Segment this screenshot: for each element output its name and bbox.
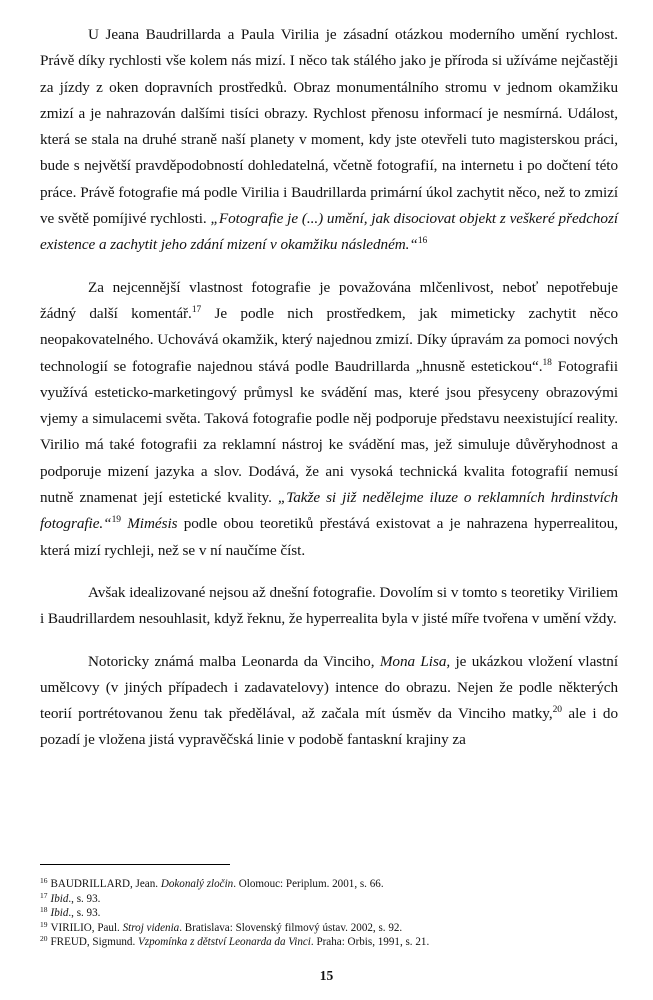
footnote: $^{20}$ FREUD, Sigmund. Vzpomínka z dětství Leonarda da Vinci. Praha: Orbis, 1991, s. 21. bbox=[40, 934, 430, 949]
paragraph-3: Avšak idealizované nejsou až dnešní fotografie. Dovolím si v tomto s teoretiky Viriliem i Baudrillardem nesouhlasit, když řeknu, že hyperrealita byla v jisté míře tvořena v umění vždy. bbox=[40, 583, 618, 628]
footnote: $^{17}$ Ibid., s. 93. bbox=[40, 890, 101, 905]
italic-title: Mona Lisa, bbox=[379, 652, 451, 670]
footnote: $^{16}$ BAUDRILLARD, Jean. Dokonalý zločin. Olomouc: Periplum. 2001, s. 66. bbox=[40, 876, 384, 890]
italic-term: Mimésis bbox=[127, 515, 178, 533]
footnote: $^{18}$ Ibid., s. 93. bbox=[40, 905, 101, 920]
footnote-ref: 19 bbox=[111, 515, 121, 526]
footnote-ref: 18 bbox=[542, 357, 552, 368]
quote: „Takže si již nedělejme iluze o reklamních hrdinstvích fotografie.“ bbox=[40, 489, 618, 533]
footnote-separator bbox=[40, 864, 230, 865]
quote: „Fotografie je (...) umění, jak disociovat objekt z veškeré předchozí existence a zachytit jeho zdání mizení v okamžiku následném.“ bbox=[40, 210, 619, 254]
footnote: $^{19}$ VIRILIO, Paul. Stroj videnia. Bratislava: Slovenský filmový ústav. 2002, s. 92. bbox=[40, 919, 403, 934]
page-number: 15 bbox=[319, 968, 334, 983]
paragraph-2: Za nejcennější vlastnost fotografie je považována mlčenlivost, neboť nepotřebuje žádný další komentář.$^{17}$ Je podle nich prostředkem, jak mimeticky zachytit něco neopakovatelného. Uchovává okamžik, který najednou zmizí. Díky úpravám za pomoci nových technologií se fotografie najednou stává podle Baudrillarda „hnusně estetickou“.$^{18}$ Fotografii využívá esteticko-marketingový průmysl ke svádění mas, které jsou přesyceny obrazovými vjemy a simulacemi světa. Taková fotografie podle něj podporuje představu neexistující reality. Virilio má také fotografii za reklamní nástroj ke svádění mas, jež simuluje důvěryhodnost a podporuje mizení jazyka a slov. Dodává, že ani vysoká technická kvalita fotografií nemusí nutně znamenat její estetické kvality. „Takže si již nedělejme iluze o reklamních hrdinstvích fotografie.“$^{19}$ Mimésis podle obou teoretiků přestává existovat a je nahrazena hyperrealitou, která mizí rychleji, než se v ní naučíme číst. bbox=[40, 278, 618, 559]
footnote-ref: 16 bbox=[417, 236, 428, 247]
paragraph-1: U Jeana Baudrillarda a Paula Virilia je zásadní otázkou moderního umění rychlost. Právě díky rychlosti vše kolem nás mizí. I něco tak stálého jako je příroda si užíváme nejčastěji za jízdy z oken dopravních prostředků. Obraz monumentálního stromu v jednom okamžiku zmizí a je nahrazován dalšími tisíci obrazy. Rychlost přenosu informací je nesmírná. Událost, která se stala na druhé straně naší planety v moment, kdy jste otevřeli tuto magisterskou práci, bude s největší pravděpodobností dohledatelná, včetně fotografií, na internetu i po dočtení této práce. Právě fotografie má podle Virilia i Baudrillarda primární úkol zachytit něco, než to zmizí ve světě pomíjivé rychlosti. „Fotografie je (...) umění, jak disociovat objekt z veškeré předchozí existence a zachytit jeho zdání mizení v okamžiku následném.“$^{16}$ bbox=[40, 26, 619, 254]
footnote-ref: 17 bbox=[191, 304, 202, 315]
footnote-ref: 20 bbox=[552, 705, 562, 716]
paragraph-4: Notoricky známá malba Leonarda da Vinciho, Mona Lisa, je ukázkou vložení vlastní umělcovy (v jiných případech i zadavatelovy) intence do obrazu. Nejen že podle některých teorií portrétovanou ženu tak předělával, až začala mít úsměv da Vinciho matky,$^{20}$ ale i do pozadí je vložena jistá vypravěčská linie v podobě fantaskní krajiny za bbox=[40, 652, 618, 749]
body-text bbox=[40, 22, 618, 754]
footnotes bbox=[40, 877, 620, 950]
